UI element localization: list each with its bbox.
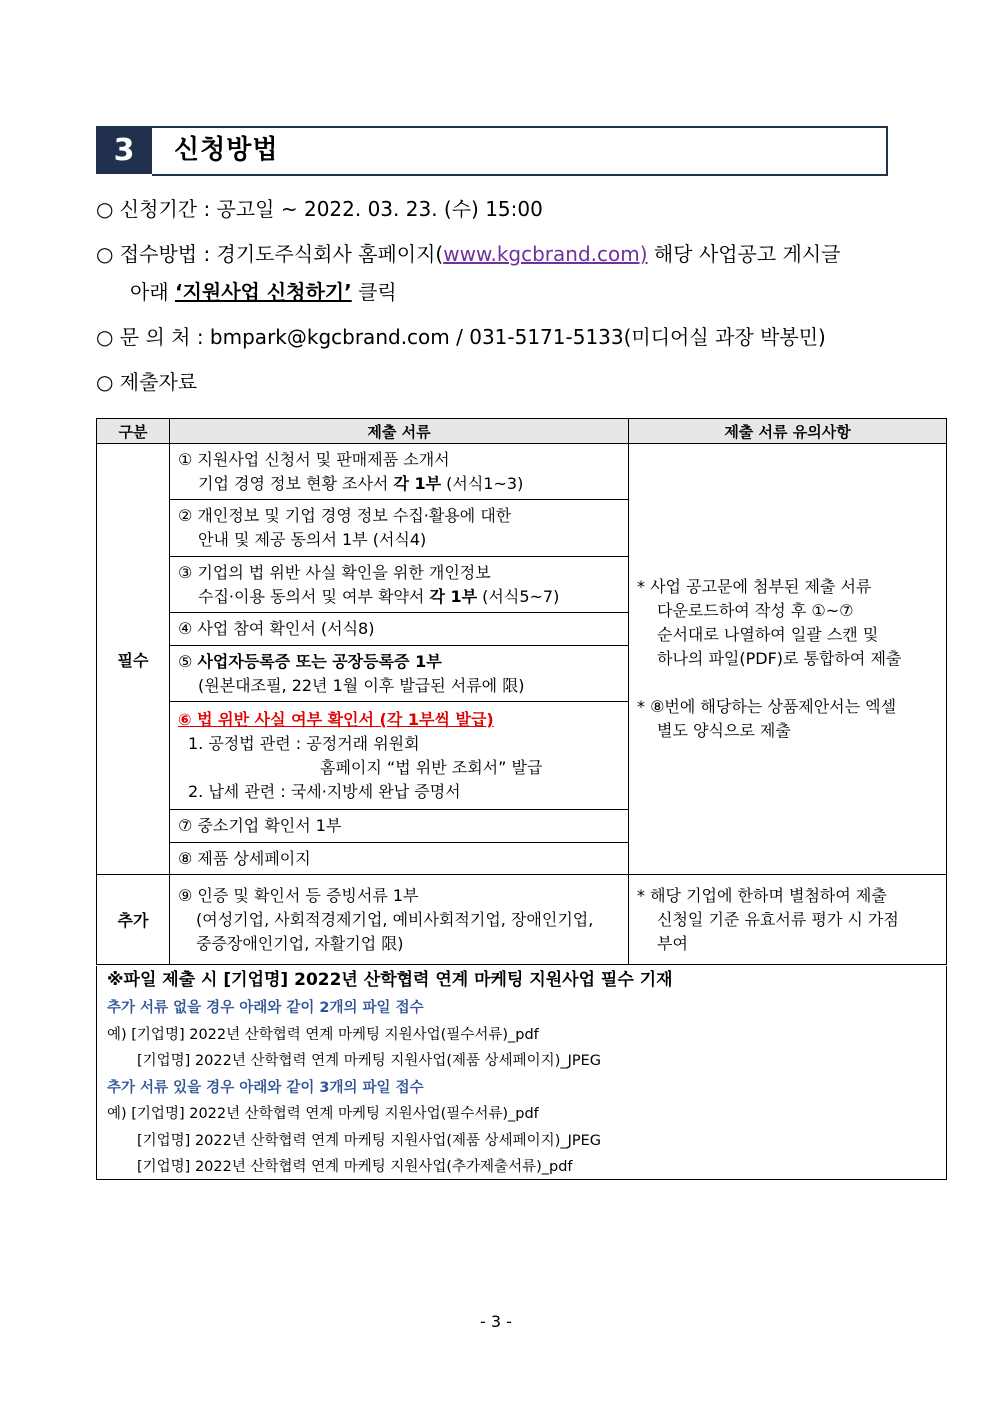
header-category: 구분 <box>97 419 170 444</box>
period-line: ○ 신청기간 : 공고일 ~ 2022. 03. 23. (수) 15:00 <box>96 197 543 221</box>
doc-text: ⑧ 제품 상세페이지 <box>178 848 311 868</box>
header-notes: 제출 서류 유의사항 <box>629 419 947 444</box>
doc-text: ⑦ 중소기업 확인서 1부 <box>178 816 342 835</box>
method-suffix: 해당 사업공고 게시글 <box>647 242 841 266</box>
contact-line: ○ 문 의 처 : bmpark@kgcbrand.com / 031-5171-5133(미디어실 과장 박봉민) <box>96 325 826 349</box>
section-title: 신청방법 <box>174 135 279 165</box>
table-row <box>97 444 947 500</box>
apply-button-name: ‘지원사업 신청하기’ <box>175 280 352 304</box>
note-text: 하나의 파일(PDF)로 통합하여 제출 <box>657 649 902 668</box>
doc-cell <box>170 613 629 646</box>
doc-cell <box>170 843 629 875</box>
case2-line: [기업명] 2022년 산학협력 연계 마케팅 지원사업(제품 상세페이지)_JPEG <box>137 1133 602 1149</box>
doc-cell <box>170 875 629 965</box>
doc-text: ④ 사업 참여 확인서 (서식8) <box>178 619 375 638</box>
note-text: 부여 <box>657 933 688 953</box>
doc-text: 1. 공정법 관련 : 공정거래 위원회 <box>188 733 420 753</box>
note-text: 신청일 기준 유효서류 평가 시 가점 <box>657 909 899 929</box>
doc-cell <box>170 702 629 810</box>
section-number: 3 <box>96 126 152 174</box>
case2-heading: 추가 서류 있을 경우 아래와 같이 3개의 파일 접수 <box>107 1080 424 1096</box>
doc-text: ② 개인정보 및 기업 경영 정보 수집·활용에 대한 <box>178 506 512 525</box>
note-extra <box>629 875 947 965</box>
doc-text: 안내 및 제공 동의서 1부 (서식4) <box>198 530 427 549</box>
homepage-link[interactable]: www.kgcbrand.com) <box>443 242 648 266</box>
method-line <box>96 240 840 268</box>
doc-cell <box>170 500 629 557</box>
doc-text: 홈페이지 “법 위반 조회서” 발급 <box>320 757 543 777</box>
note-required <box>629 444 947 875</box>
header-documents: 제출 서류 <box>170 419 629 444</box>
table-header-row <box>97 419 947 444</box>
case1-heading: 추가 서류 없을 경우 아래와 같이 2개의 파일 접수 <box>107 1000 424 1016</box>
note-text: * 사업 공고문에 첨부된 제출 서류 <box>637 577 872 596</box>
doc-cell <box>170 557 629 613</box>
doc-text: ① 지원사업 신청서 및 판매제품 소개서 <box>178 449 450 469</box>
case2-line: [기업명] 2022년 산학협력 연계 마케팅 지원사업(추가제출서류)_pdf <box>137 1159 573 1175</box>
note-text: 순서대로 나열하여 일괄 스캔 및 <box>657 625 879 644</box>
doc-text-highlight: ⑥ 법 위반 사실 여부 확인서 (각 1부씩 발급) <box>178 709 494 729</box>
category-extra: 추가 <box>97 875 170 965</box>
case1-line: 예) [기업명] 2022년 산학협력 연계 마케팅 지원사업(필수서류)_pdf <box>107 1027 539 1043</box>
category-required: 필수 <box>97 444 170 875</box>
documents-table <box>96 418 947 965</box>
doc-text: ③ 기업의 법 위반 사실 확인을 위한 개인정보 <box>178 562 491 582</box>
doc-cell <box>170 646 629 702</box>
doc-text: ⑨ 인증 및 확인서 등 증빙서류 1부 <box>178 885 419 905</box>
doc-text: (원본대조필, 22년 1월 이후 발급된 서류에 限) <box>198 675 525 695</box>
doc-cell <box>170 810 629 843</box>
doc-cell <box>170 444 629 500</box>
doc-text: (여성기업, 사회적경제기업, 예비사회적기업, 장애인기업, <box>196 909 594 929</box>
page-number: - 3 - <box>480 1312 512 1331</box>
case2-line: 예) [기업명] 2022년 산학협력 연계 마케팅 지원사업(필수서류)_pdf <box>107 1106 539 1122</box>
case1-line: [기업명] 2022년 산학협력 연계 마케팅 지원사업(제품 상세페이지)_JPEG <box>137 1053 602 1069</box>
doc-text: 중증장애인기업, 자활기업 限) <box>196 933 404 953</box>
method-prefix: ○ 접수방법 : 경기도주식회사 홈페이지( <box>96 242 444 266</box>
doc-text: 기업 경영 정보 현황 조사서 각 1부 (서식1~3) <box>198 473 524 493</box>
table-row <box>97 875 947 965</box>
note-text: 별도 양식으로 제출 <box>657 721 791 740</box>
method-line-2 <box>130 278 397 306</box>
method-line2-suffix: 클릭 <box>351 280 397 304</box>
doc-text: ⑤ 사업자등록증 또는 공장등록증 1부 <box>178 651 442 671</box>
method-line2-prefix: 아래 <box>130 280 175 304</box>
file-note-title: ※파일 제출 시 [기업명] 2022년 산학협력 연계 마케팅 지원사업 필수 기재 <box>107 970 673 990</box>
file-naming-note <box>96 966 947 1180</box>
docs-heading: ○ 제출자료 <box>96 370 198 394</box>
note-text: 다운로드하여 작성 후 ①~⑦ <box>657 601 854 620</box>
doc-text: 2. 납세 관련 : 국세·지방세 완납 증명서 <box>188 781 461 801</box>
note-text: * ⑧번에 해당하는 상품제안서는 엑셀 <box>637 697 897 716</box>
doc-text: 수집·이용 동의서 및 여부 확약서 각 1부 (서식5~7) <box>198 586 560 606</box>
section-header <box>96 126 890 174</box>
note-text: * 해당 기업에 한하며 별첨하여 제출 <box>637 885 887 905</box>
